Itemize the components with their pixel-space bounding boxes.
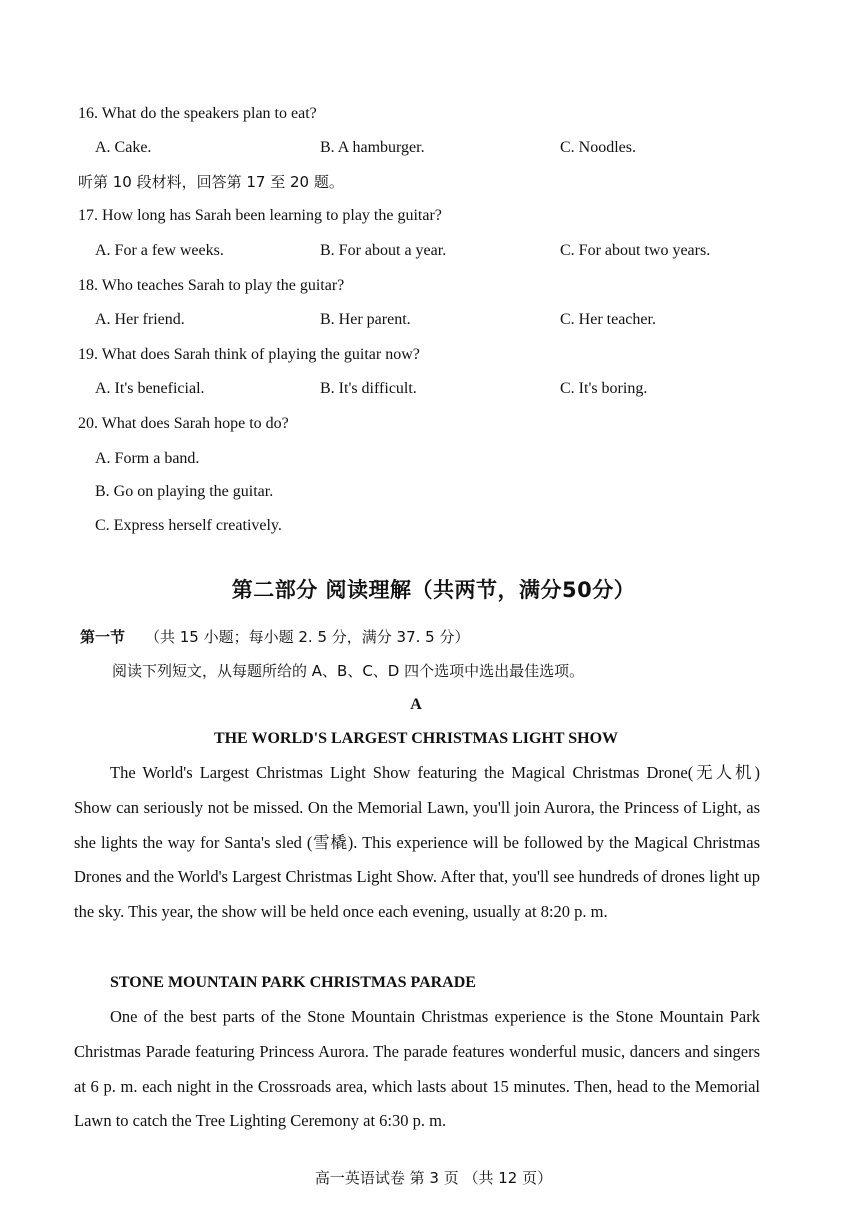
question-20-stem: 20. What does Sarah hope to do? — [78, 415, 289, 432]
question-16-option-b: B. A hamburger. — [320, 139, 425, 156]
question-20-option-b: B. Go on playing the guitar. — [95, 483, 274, 500]
passage-paragraph-2: One of the best parts of the Stone Mountain Christmas experience is the Stone Mountain Park Christmas Parade featuring Princess Aurora. The parade features wonderful music, dancers and singers at 6 p. m. each night in the Crossroads area, which lasts about 15 minutes. Then, head to the Memorial Lawn to catch the Tree Lighting Ceremony at 6:30 p. m. — [74, 1007, 760, 1131]
passage-title: THE WORLD'S LARGEST CHRISTMAS LIGHT SHOW — [213, 730, 619, 747]
question-16-stem: 16. What do the speakers plan to eat? — [78, 105, 317, 122]
question-18-option-c: C. Her teacher. — [560, 311, 656, 328]
question-19-options — [0, 379, 867, 399]
part-2-title: 第二部分 阅读理解（共两节，满分50分） — [231, 578, 636, 602]
section-1-instruction: 阅读下列短文，从每题所给的 A、B、C、D 四个选项中选出最佳选项。 — [112, 662, 585, 680]
section-1-label: 第一节 — [80, 628, 126, 646]
question-18-stem: 18. Who teaches Sarah to play the guitar? — [78, 277, 345, 294]
question-19-option-c: C. It's boring. — [560, 380, 648, 397]
question-17-options — [0, 241, 867, 261]
passage-paragraph-1: The World's Largest Christmas Light Show featuring the Magical Christmas Drone(无人机) Show can seriously not be missed. On the Memorial Lawn, you'll join Aurora, the Princess of Light, as she lights the way for Santa's sled (雪橇). This experience will be followed by the Magical Christmas Drones and the World's Largest Christmas Light Show. After that, you'll see hundreds of drones light up the sky. This year, the show will be held once each evening, usually at 8:20 p. m. — [74, 763, 760, 922]
question-16-options — [0, 138, 867, 158]
question-17-option-a: A. For a few weeks. — [95, 242, 224, 259]
question-18-options — [0, 310, 867, 330]
question-19-option-a: A. It's beneficial. — [95, 380, 205, 397]
question-17-option-b: B. For about a year. — [320, 242, 447, 259]
page-footer: 高一英语试卷 第 3 页 （共 12 页） — [314, 1169, 553, 1187]
section-1-detail: （共 15 小题；每小题 2. 5 分，满分 37. 5 分） — [145, 628, 470, 646]
question-19-option-b: B. It's difficult. — [320, 380, 417, 397]
question-19-stem: 19. What does Sarah think of playing the guitar now? — [78, 346, 420, 363]
passage-letter: A — [410, 696, 422, 713]
question-20-option-a: A. Form a band. — [95, 450, 200, 467]
question-18-option-b: B. Her parent. — [320, 311, 411, 328]
material-10-instruction: 听第 10 段材料，回答第 17 至 20 题。 — [78, 173, 344, 191]
question-18-option-a: A. Her friend. — [95, 311, 185, 328]
question-20-option-c: C. Express herself creatively. — [95, 517, 282, 534]
question-17-stem: 17. How long has Sarah been learning to play the guitar? — [78, 207, 442, 224]
question-16-option-a: A. Cake. — [95, 139, 152, 156]
passage-heading-2: STONE MOUNTAIN PARK CHRISTMAS PARADE — [110, 974, 476, 991]
question-17-option-c: C. For about two years. — [560, 242, 711, 259]
question-16-option-c: C. Noodles. — [560, 139, 636, 156]
